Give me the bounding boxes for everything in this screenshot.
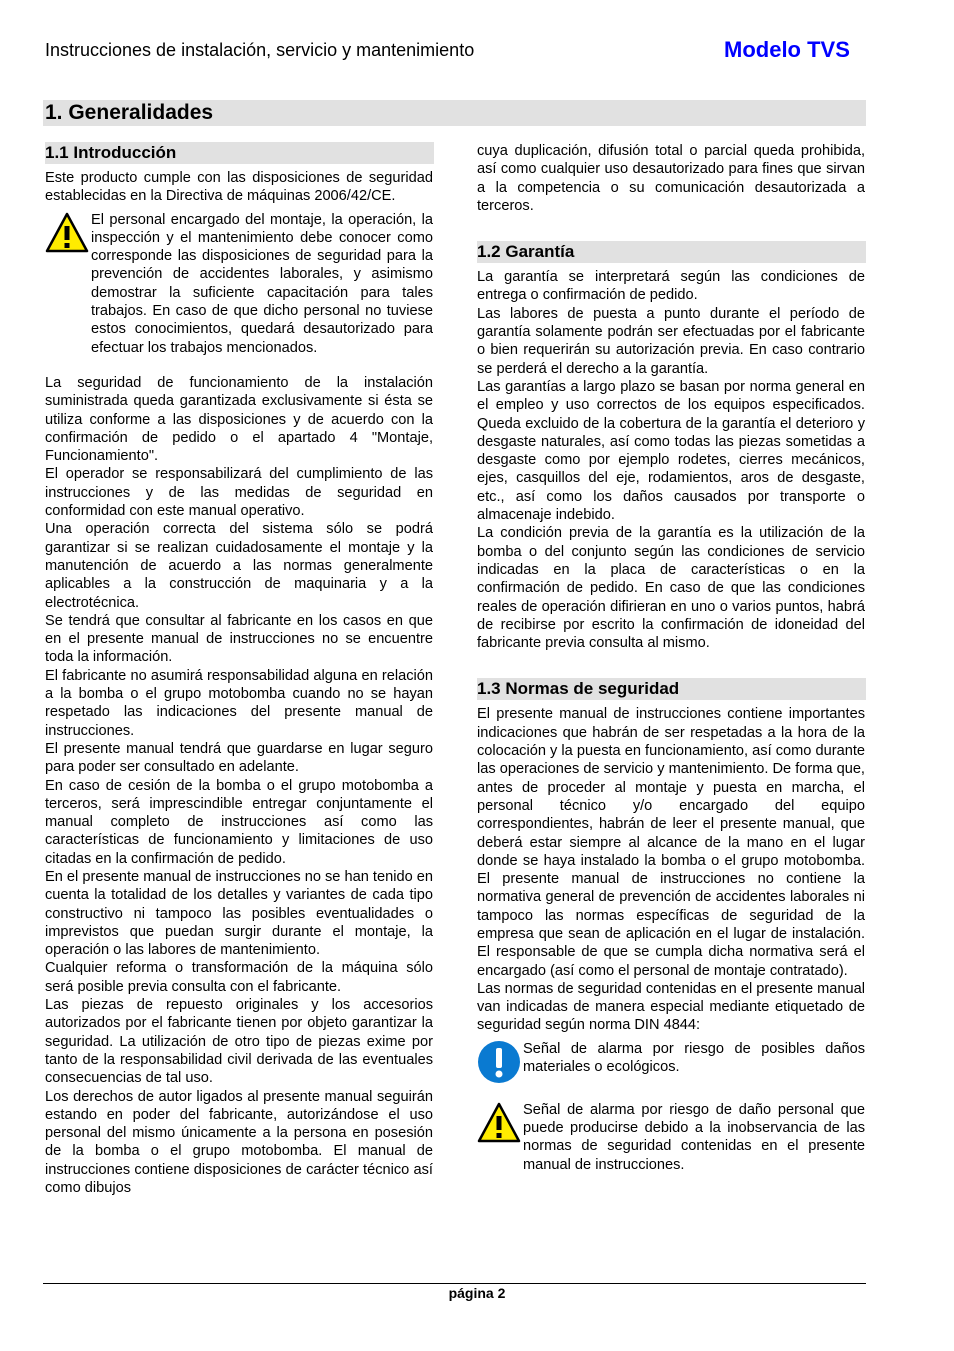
- intro-paragraph: Se tendrá que consultar al fabricante en los casos en que en el presente manual de instrucciones no se encuentre toda la información.: [45, 612, 433, 666]
- personal-alarm: [477, 1101, 865, 1174]
- intro-paragraph: El fabricante no asumirá responsabilidad alguna en relación a la bomba o el grupo motobomba cuando no se hayan respetado las indicaciones del presente manual de instrucciones.: [45, 667, 433, 739]
- personal-alarm-text: Señal de alarma por riesgo de daño personal que puede producirse debido a la inobservancia de las normas de seguridad contenidas en el presente manual de instrucciones.: [523, 1101, 865, 1173]
- safety-heading: 1.3 Normas de seguridad: [477, 678, 866, 700]
- intro-paragraph: La seguridad de funcionamiento de la instalación suministrada queda garantizada exclusivamente si ésta se utiliza conforme a las disposiciones y de acuerdo con la confirmación de pedido o el apartado 4 "Montaje, Funcionamiento".: [45, 374, 433, 465]
- intro-paragraph-continued: cuya duplicación, difusión total o parcial queda prohibida, así como cualquier uso desautorizado para fines que sirvan a la competencia o su comunicación desautorizada a terceros.: [477, 143, 865, 214]
- warranty-paragraph: La garantía se interpretará según las condiciones de entrega o confirmación de pedido.: [477, 269, 865, 304]
- personnel-warning: [45, 211, 433, 357]
- material-alarm: [477, 1040, 865, 1084]
- right-column: [477, 142, 865, 1174]
- intro-paragraph: Cualquier reforma o transformación de la máquina sólo será posible previa consulta con el fabricante.: [45, 960, 433, 995]
- warranty-paragraph: La condición previa de la garantía es la utilización de la bomba o del conjunto según las condiciones de servicio indicadas en la placa de características o en la confirmación de pedido. En caso de que las condiciones reales de operación difirieran en uno o varios puntos, habrá de recibirse por escrito la confirmación de idoneidad del fabricante previa consulta al mismo.: [477, 525, 865, 652]
- header-title: Instrucciones de instalación, servicio y mantenimiento: [45, 40, 475, 60]
- warranty-paragraph: Las garantías a largo plazo se basan por norma general en el empleo y uso correctos de los equipos especificados. Queda excluido de la cobertura de la garantía el deterioro y desgaste naturales, así como todas las piezas sometidas a desgaste como por ejemplo rodetes, cierres mecánicos, ejes, casquillos del eje, rodamientos, aros de desgaste, etc., así como los daños causados por transporte o almacenaje indebido.: [477, 378, 865, 524]
- footer-divider: [43, 1283, 866, 1284]
- personnel-warning-text: El personal encargado del montaje, la operación, la inspección y el mantenimiento debe conocer como corresponde las disposiciones de seguridad para la prevención de accidentes laborales, y asimismo demostrar la suficiente capacitación para tales trabajos. En caso de que dicho personal no tuviese estos conocimientos, quedará desautorizado para efectuar los trabajos mencionados.: [91, 211, 433, 356]
- intro-paragraph: Este producto cumple con las disposiciones de seguridad establecidas en la Directiva de máquinas 2006/42/CE.: [45, 170, 433, 205]
- intro-paragraph: Las piezas de repuesto originales y los accesorios autorizados por el fabricante tienen por objeto garantizar la seguridad. La utilización de otro tipo de piezas exime por tanto de la responsabilidad civil derivada de las eventuales consecuencias de tal uso.: [45, 997, 433, 1087]
- page-number: página 2: [448, 1285, 506, 1301]
- warranty-paragraph: Las labores de puesta a punto durante el período de garantía solamente podrán ser efectuadas por el fabricante o bien requerirán su autorización previa. En caso contrario se perderá el derecho a la garantía.: [477, 305, 865, 377]
- material-alarm-text: Señal de alarma por riesgo de posibles daños materiales o ecológicos.: [523, 1040, 865, 1076]
- intro-paragraph: El presente manual tendrá que guardarse en lugar seguro para poder ser consultado en adelante.: [45, 740, 433, 776]
- warning-triangle-icon: [477, 1101, 523, 1145]
- intro-paragraph: Una operación correcta del sistema sólo se podrá garantizar si se realizan cuidadosamente el montaje y la manutención de acuerdo a las normas generalmente aplicables a la construcción de maquinaria y a la electrotécnica.: [45, 521, 433, 611]
- intro-paragraph: En caso de cesión de la bomba o el grupo motobomba a terceros, será imprescindible entregar conjuntamente el manual completo de instrucciones así como las características de funcionamiento y limitaciones de uso citadas en la confirmación de pedido.: [45, 777, 433, 867]
- intro-paragraph: El operador se responsabilizará del cumplimiento de las instrucciones y de las medidas de seguridad en conformidad con este manual operativo.: [45, 466, 433, 520]
- exclamation-circle-icon: [477, 1040, 523, 1084]
- safety-paragraph: Las normas de seguridad contenidas en el presente manual van indicadas de manera especial mediante etiquetado de seguridad según norma DIN 4844:: [477, 980, 865, 1034]
- intro-heading: 1.1 Introducción: [45, 142, 434, 164]
- warranty-heading: 1.2 Garantía: [477, 241, 866, 263]
- warning-triangle-icon: [45, 211, 91, 255]
- header-model: Modelo TVS: [724, 37, 850, 62]
- left-column: [45, 142, 433, 1197]
- section-title: 1. Generalidades: [45, 101, 214, 124]
- intro-paragraph: Los derechos de autor ligados al presente manual seguirán estando en poder del fabricante, autorizándose el uso personal del mismo únicamente a la persona en posesión de la bomba o el grupo motobomba. El manual de instrucciones contiene disposiciones de carácter técnico así como dibujos: [45, 1088, 433, 1197]
- intro-paragraph: En el presente manual de instrucciones no se han tenido en cuenta la totalidad de los detalles y variantes de cada tipo constructivo ni tampoco las posibles eventualidades o imprevistos que puedan surgir durante el montaje, la operación o las labores de mantenimiento.: [45, 868, 433, 959]
- safety-paragraph: El presente manual de instrucciones contiene importantes indicaciones que habrán de ser respetadas a la hora de la colocación y la puesta en funcionamiento, así como durante las operaciones de servicio y mantenimiento. De forma que, antes de proceder al montaje y puesta en marcha, el personal técnico y/o encargado del equipo correspondientes, habrán de leer el presente manual, que deberá estar siempre al alcance de la mano en el lugar donde se haya instalado la bomba o el grupo motobomba. El presente manual de instrucciones no contiene la normativa general de prevención de accidentes laborales ni tampoco las normas específicas de seguridad de la empresa que sean de aplicación en el lugar de instalación. El responsable de que se cumpla dicha normativa será el encargado (así como el personal de montaje contratado).: [477, 706, 865, 979]
